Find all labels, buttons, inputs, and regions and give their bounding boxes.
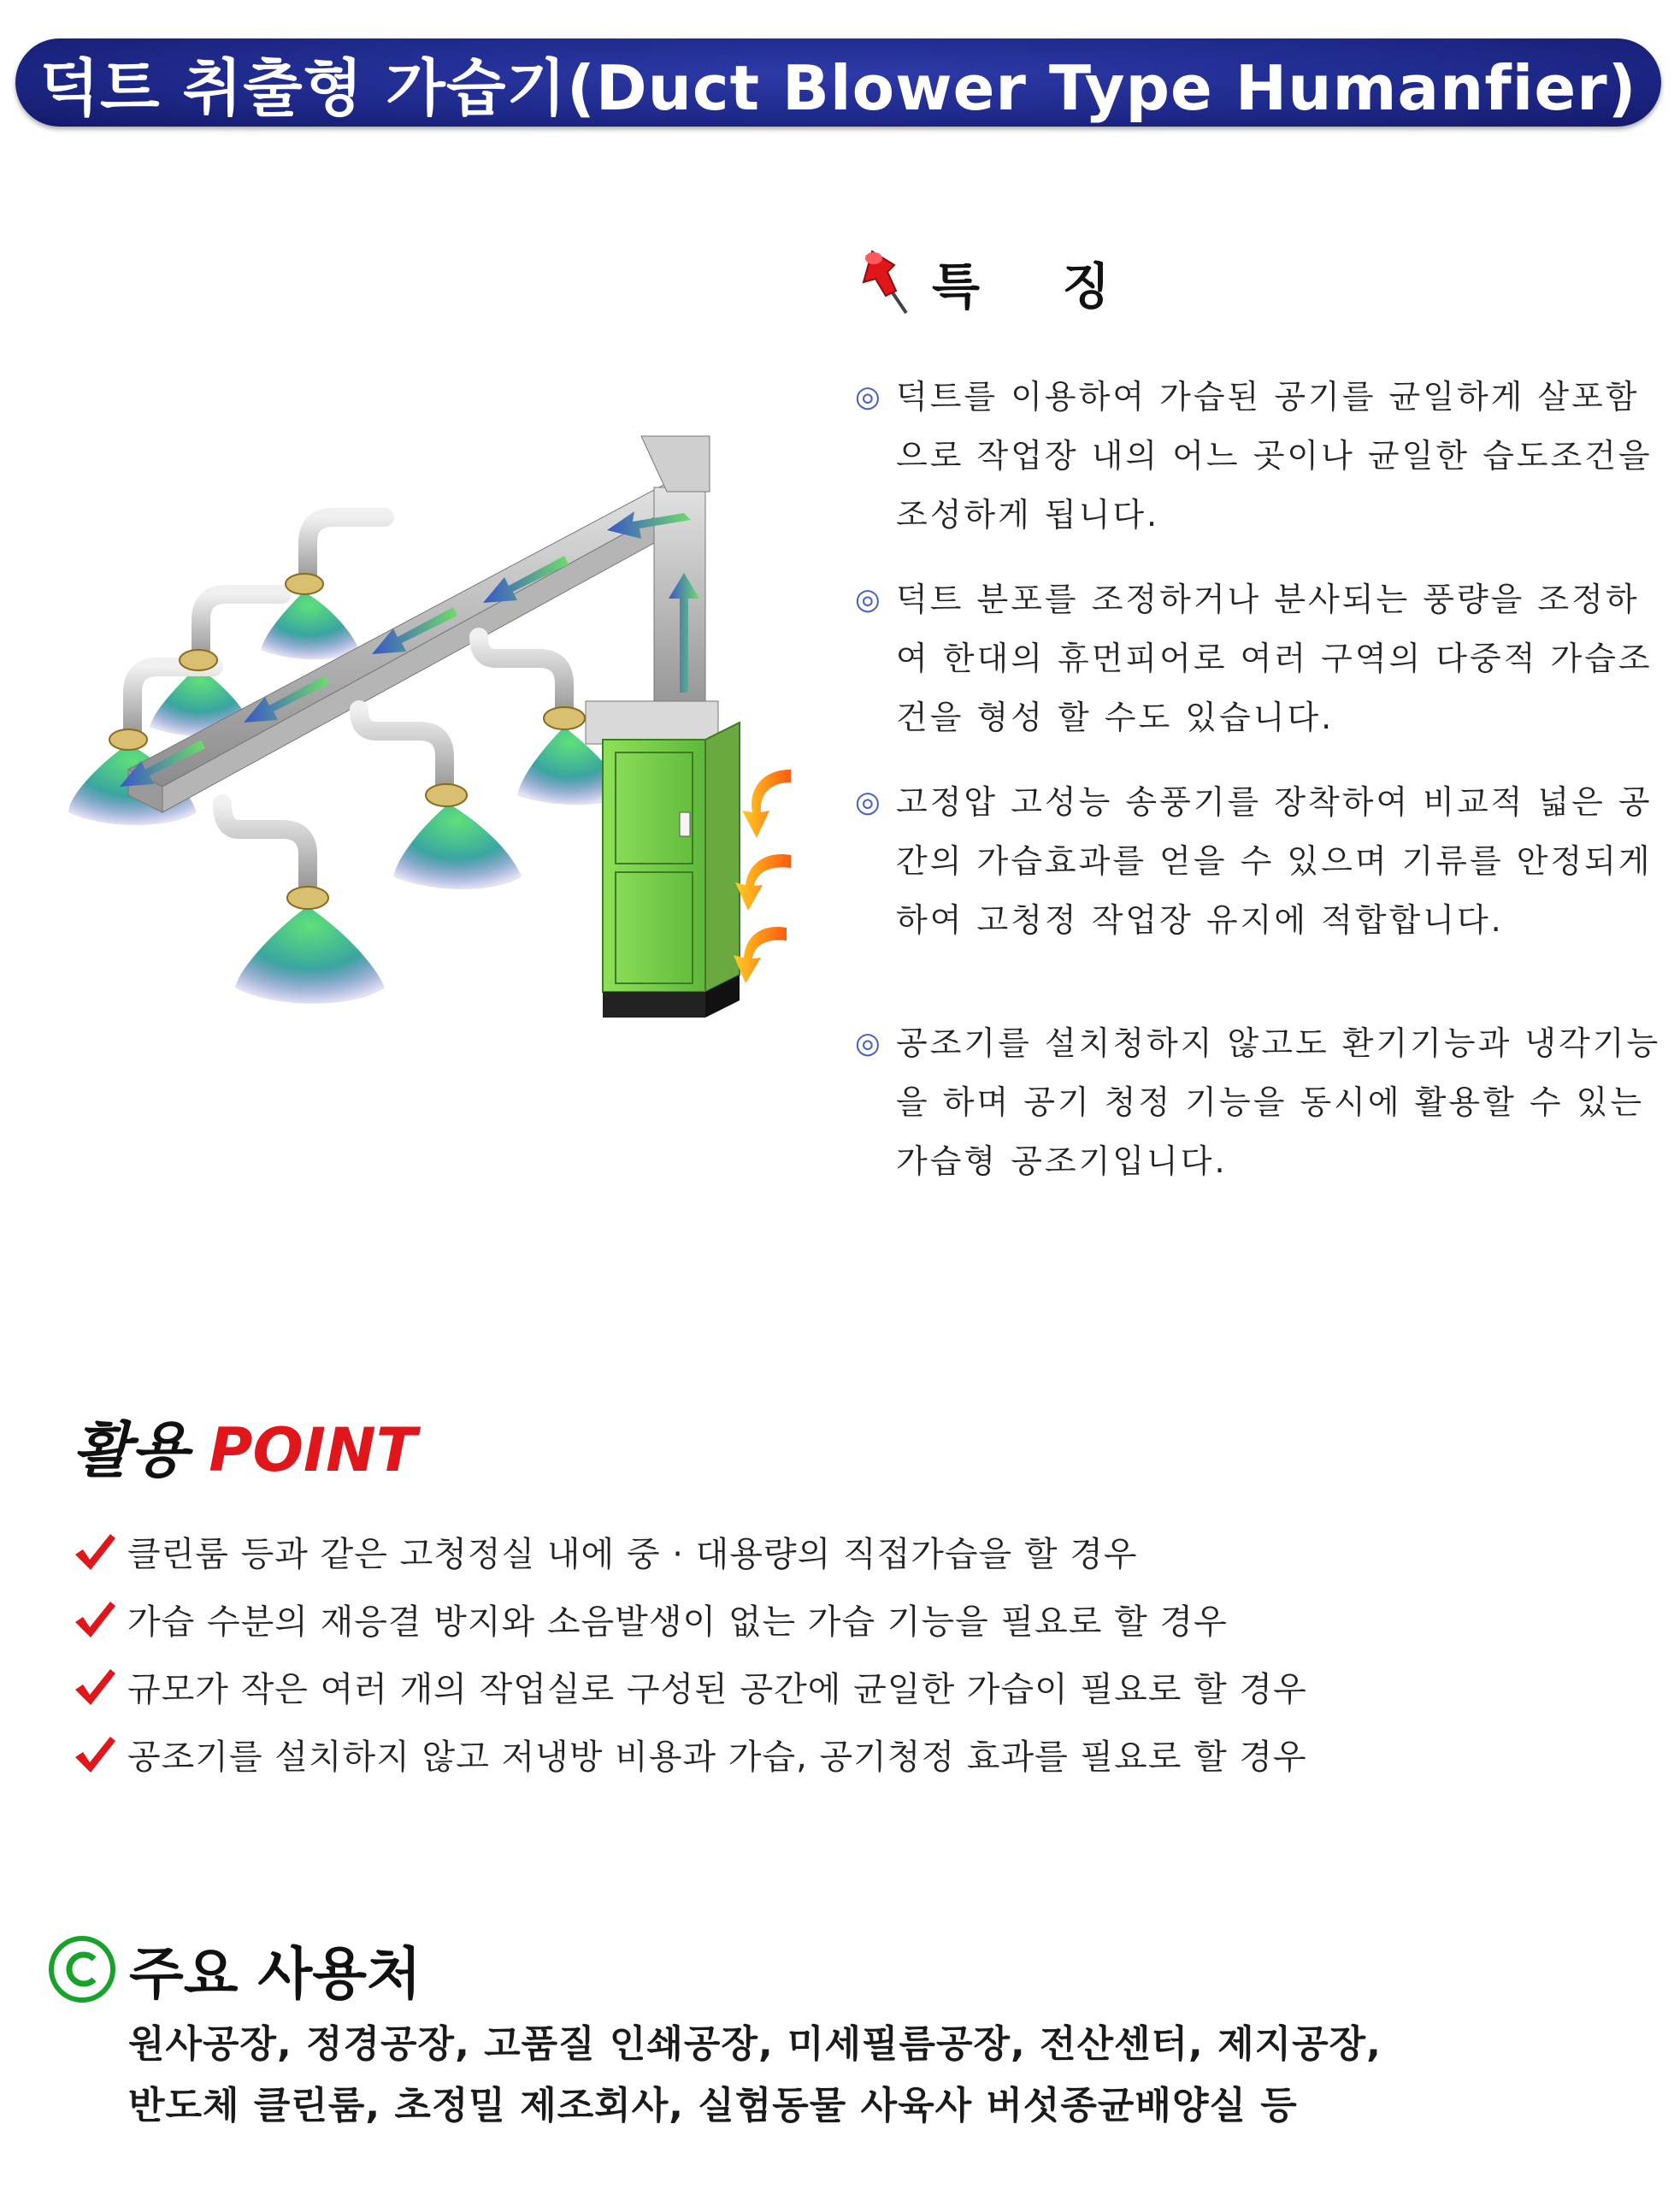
point-item <box>73 1585 1526 1653</box>
point-item <box>73 1518 1526 1585</box>
feature-text: 덕트를 이용하여 가습된 공기를 균일하게 살포함으로 작업장 내의 어느 곳이나 균일한 습도조건을 조성하게 됩니다. <box>896 378 1653 534</box>
double-circle-icon: ◎ <box>855 582 883 617</box>
point-item <box>73 1653 1526 1720</box>
feature-item <box>855 368 1667 545</box>
humidifier-cabinet <box>586 701 740 1018</box>
title-banner <box>15 38 1661 127</box>
uses-line: 반도체 클린룸, 초정밀 제조회사, 실험동물 사육사 버섯종균배양실 등 <box>128 2084 1298 2127</box>
point-text: 가습 수분의 재응결 방지와 소음발생이 없는 가습 기능을 필요로 할 경우 <box>127 1602 1228 1642</box>
feature-item <box>855 570 1667 747</box>
checkmark-icon <box>73 1598 117 1641</box>
uses-title: 주요 사용처 <box>129 1941 421 2007</box>
uses-line: 원사공장, 정경공장, 고품질 인쇄공장, 미세필름공장, 전산센터, 제지공장, <box>128 2022 1382 2066</box>
point-title-en: POINT <box>209 1415 417 1485</box>
uses-header <box>47 1928 421 2009</box>
point-title-ko: 활용 <box>73 1415 189 1485</box>
checkmark-icon <box>73 1733 117 1776</box>
features-list <box>855 368 1667 1217</box>
point-item <box>73 1720 1526 1788</box>
feature-item <box>855 1014 1667 1191</box>
point-header <box>73 1402 416 1489</box>
point-text: 규모가 작은 여러 개의 작업실로 구성된 공간에 균일한 가습이 필요로 할 경우 <box>127 1670 1307 1709</box>
point-list <box>73 1518 1526 1788</box>
uses-list <box>128 2014 1633 2137</box>
page-title: 덕트 취출형 가습기(Duct Blower Type Humanfier) <box>39 51 1637 124</box>
duct-humidifier-illustration <box>51 410 821 1026</box>
push-pin-icon <box>855 246 917 318</box>
point-text: 공조기를 설치하지 않고 저냉방 비용과 가습, 공기청정 효과를 필요로 할 경우 <box>127 1738 1307 1777</box>
features-title: 특 징 <box>932 257 1143 316</box>
feature-text: 덕트 분포를 조정하거나 분사되는 풍량을 조정하여 한대의 휴먼피어로 여러 구역의 다중적 가습조건을 형성 할 수도 있습니다. <box>896 581 1653 736</box>
point-text: 클린룸 등과 같은 고청정실 내에 중 · 대용량의 직접가습을 할 경우 <box>127 1535 1138 1574</box>
double-circle-icon: ◎ <box>855 380 883 414</box>
double-circle-icon: ◎ <box>855 785 883 819</box>
feature-text: 공조기를 설치청하지 않고도 환기기능과 냉각기능을 하며 공기 청정 기능을 동시에 활용할 수 있는 가습형 공조기입니다. <box>896 1024 1661 1180</box>
features-header <box>855 248 1142 316</box>
checkmark-icon <box>73 1666 117 1708</box>
checkmark-icon <box>73 1531 117 1573</box>
intake-arrows <box>734 770 791 983</box>
copyright-icon <box>47 1934 117 2004</box>
double-circle-icon: ◎ <box>855 1026 883 1060</box>
feature-item <box>855 773 1667 950</box>
feature-text: 고정압 고성능 송풍기를 장착하여 비교적 넓은 공간의 가습효과를 얻을 수 있으며 기류를 안정되게 하여 고청정 작업장 유지에 적합합니다. <box>896 783 1653 939</box>
